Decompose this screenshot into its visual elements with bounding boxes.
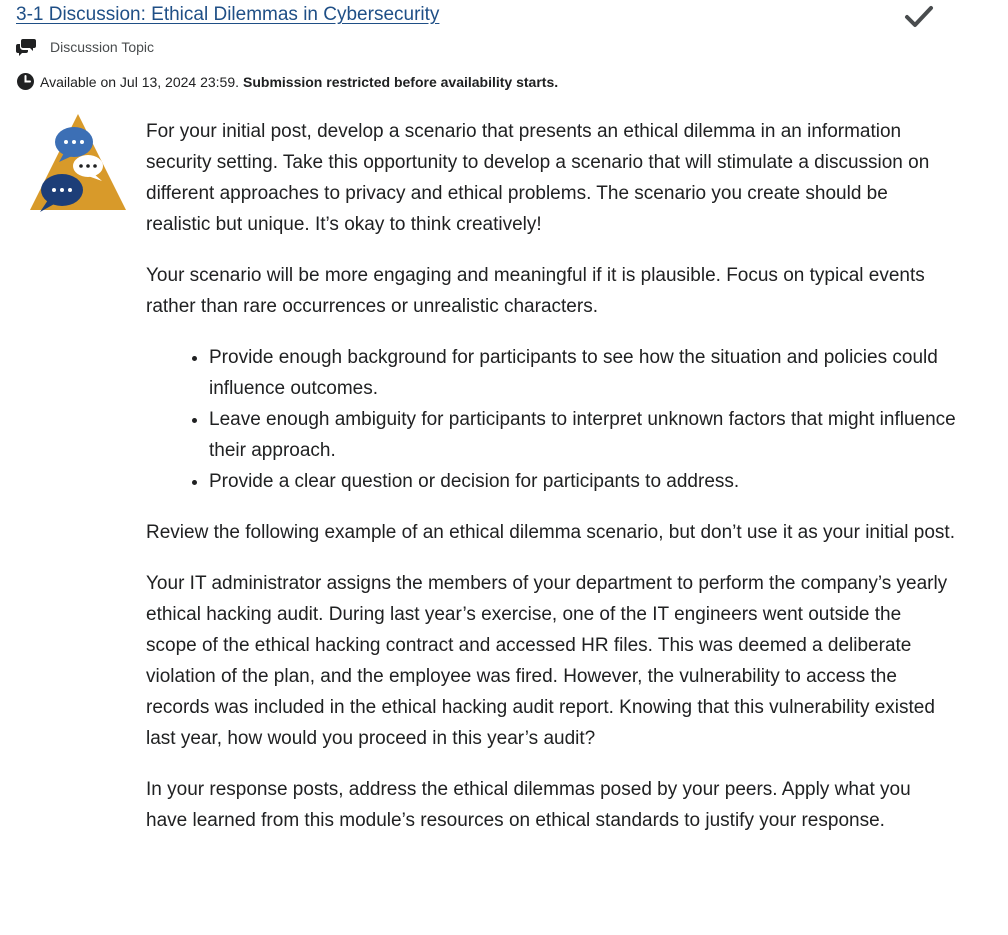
restriction-text: Submission restricted before availability starts. — [243, 73, 559, 90]
list-item: • Provide a clear question or decision for participants to address. — [209, 466, 956, 497]
discussion-illustration — [26, 112, 130, 216]
scenario-requirements-list — [146, 342, 956, 497]
list-item: • Provide enough background for participants to see how the situation and policies could influence outcomes. — [209, 342, 956, 404]
example-scenario-paragraph: Your IT administrator assigns the members of your department to perform the company’s yearly ethical hacking audit. During last year’s exercise, one of the IT engineers went outside the scope of the ethical hacking contract and accessed HR files. This was deemed a deliberate violation of the plan, and the employee was fired. However, the vulnerability to access the records was included in the ethical hacking audit report. Knowing that this vulnerability existed last year, how would you proceed in this year’s audit? — [146, 573, 948, 749]
list-item: • Leave enough ambiguity for participants to interpret unknown factors that might influence their approach. — [209, 404, 956, 466]
example-intro-paragraph: Review the following example of an ethical dilemma scenario, but don’t use it as your initial post. — [146, 522, 955, 543]
instructions-paragraph: For your initial post, develop a scenario that presents an ethical dilemma in an information security setting. Take this opportunity to develop a scenario that will stimulate a discussion on different approaches to privacy and ethical problems. The scenario you create should be realistic but unique. It’s okay to think creatively! — [146, 121, 930, 235]
discussion-bubbles-icon — [16, 38, 36, 56]
availability-row — [16, 72, 558, 91]
topic-title-link[interactable]: 3-1 Discussion: Ethical Dilemmas in Cybersecurity — [16, 4, 440, 25]
plausibility-paragraph: Your scenario will be more engaging and meaningful if it is plausible. Focus on typical events rather than rare occurrences or unrealistic characters. — [146, 265, 925, 317]
clock-icon — [16, 72, 35, 91]
response-instructions-paragraph: In your response posts, address the ethical dilemmas posed by your peers. Apply what you have learned from this module’s resources on ethical standards to justify your response. — [146, 779, 911, 831]
availability-text: Available on Jul 13, 2024 23:59. — [40, 73, 240, 90]
topic-description — [146, 116, 956, 856]
topic-type — [16, 38, 154, 56]
topic-type-label: Discussion Topic — [50, 39, 155, 55]
checkmark-icon — [904, 4, 934, 30]
